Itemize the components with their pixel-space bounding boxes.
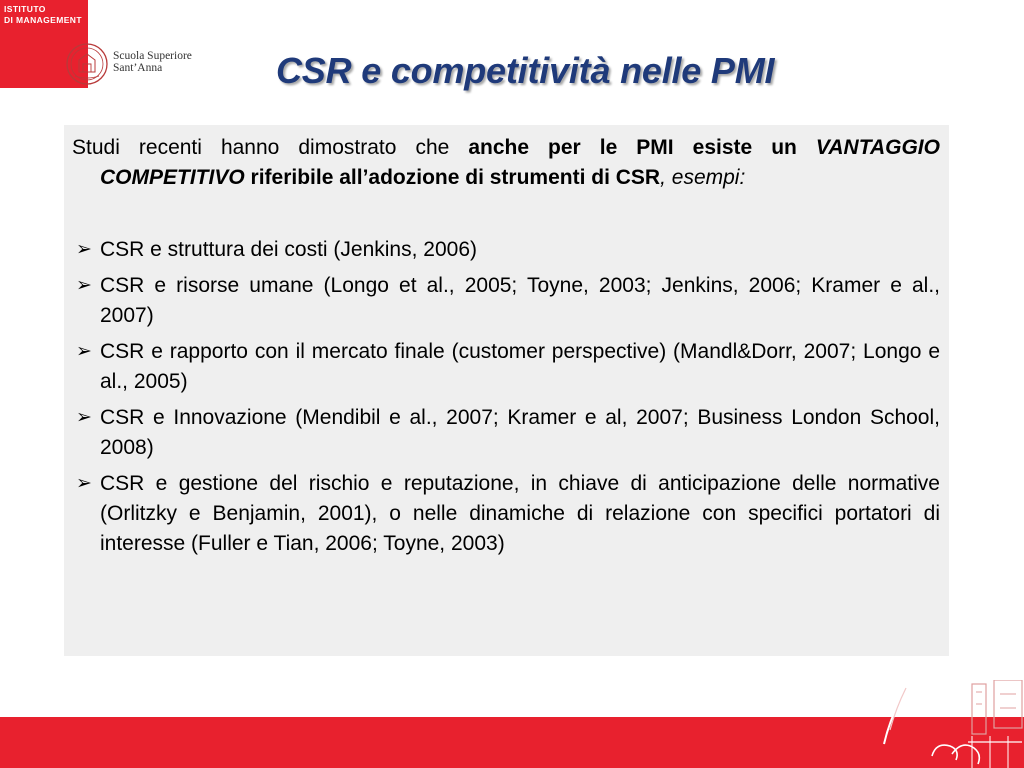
bullet-item: [72, 235, 940, 265]
arrow-bullet-icon: ➢: [76, 473, 92, 494]
school-name-line-1: Scuola Superiore: [113, 50, 192, 62]
bullet-text: CSR e struttura dei costi (Jenkins, 2006): [100, 238, 477, 261]
intro-bold-1: anche per le PMI esiste un: [468, 136, 816, 159]
bullet-text: CSR e risorse umane (Longo et al., 2005; Toyne, 2003; Jenkins, 2006; Kramer e al., 2007): [100, 274, 940, 327]
arrow-bullet-icon: ➢: [76, 341, 92, 362]
arrow-bullet-icon: ➢: [76, 239, 92, 260]
bullet-item: [72, 271, 940, 331]
school-seal-icon: [65, 42, 109, 86]
slide-title: CSR e competitività nelle PMI: [276, 50, 775, 91]
bullet-list: [72, 235, 940, 559]
intro-lead: Studi recenti hanno dimostrato che: [72, 136, 469, 159]
bullet-text: CSR e rapporto con il mercato finale (customer perspective) (Mandl&Dorr, 2007; Longo e al., 2005): [100, 340, 940, 393]
bullet-item: [72, 469, 940, 559]
intro-paragraph: [72, 133, 940, 193]
content-box: [64, 125, 949, 656]
bullet-text: CSR e gestione del rischio e reputazione, in chiave di anticipazione delle normative (Orlitzky e Benjamin, 2001), o nelle dinamiche di relazione con specifici portatori di interesse (Fuller e Tian, 2006; Toyne, 2003): [100, 472, 940, 555]
building-sketch-icon: [872, 680, 1024, 768]
institute-line-2: DI MANAGEMENT: [4, 15, 82, 25]
intro-tail: , esempi:: [660, 166, 746, 189]
arrow-bullet-icon: ➢: [76, 407, 92, 428]
spacer: [72, 193, 940, 235]
school-name: [113, 50, 192, 74]
bullet-item: [72, 337, 940, 397]
bullet-text: CSR e Innovazione (Mendibil e al., 2007; Kramer e al, 2007; Business London School, 2008): [100, 406, 940, 459]
school-name-line-2: Sant’Anna: [113, 62, 163, 74]
institute-line-1: ISTITUTO: [4, 4, 46, 14]
intro-emphasis: VANTAGGIO COMPETITIVO: [100, 136, 940, 189]
arrow-bullet-icon: ➢: [76, 275, 92, 296]
intro-bold-2: riferibile all’adozione di strumenti di CSR: [244, 166, 661, 189]
footer-bar: [0, 717, 1024, 768]
bullet-item: [72, 403, 940, 463]
